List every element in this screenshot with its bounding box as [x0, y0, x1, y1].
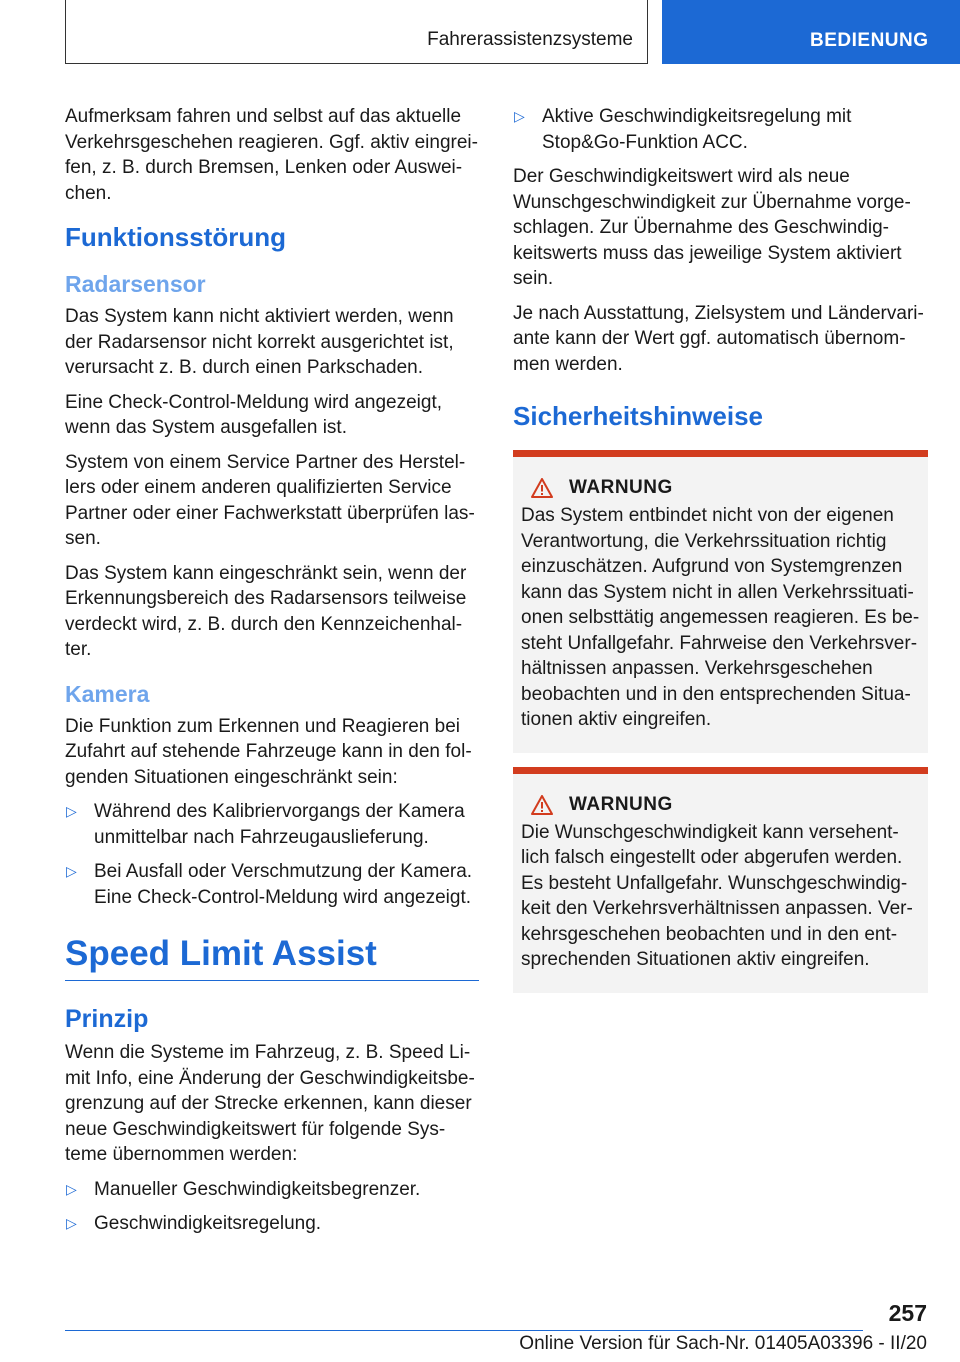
footer-online-version[interactable]: Online Version für Sach-Nr. 01405A03396 - II/20 [519, 1333, 927, 1354]
triangle-bullet-icon: ▷ [66, 1180, 77, 1197]
list-item [65, 1211, 479, 1237]
warning-header [521, 794, 920, 816]
warning-triangle-icon [531, 795, 553, 815]
heading-funktionsstoerung: Funktionsstörung [65, 222, 286, 252]
warning-box [513, 767, 928, 993]
intro-paragraph: Aufmerksam fahren und selbst auf das aktuelle Verkehrsgeschehen reagieren. Ggf. aktiv eingreifen, z. B. durch Bremsen, Lenken oder Ausweichen. [65, 106, 478, 204]
triangle-bullet-icon: ▷ [514, 108, 525, 124]
heading-speed-limit-assist: Speed Limit Assist [65, 934, 479, 981]
heading-radarsensor: Radarsensor [65, 271, 206, 297]
triangle-bullet-icon: ▷ [66, 803, 77, 819]
header-chapter-title: BEDIENUNG [810, 30, 929, 51]
heading-sicherheitshinweise: Sicherheitshinweise [513, 401, 763, 431]
list-item-text: Geschwindigkeitsregelung. [94, 1213, 322, 1234]
kamera-list [65, 799, 479, 910]
kamera-paragraph: Die Funktion zum Erkennen und Reagieren bei Zufahrt auf stehende Fahrzeuge kann in den folgenden Situationen eingeschränkt sein: [65, 715, 472, 788]
page-number: 257 [888, 1300, 927, 1326]
heading-prinzip: Prinzip [65, 1005, 149, 1033]
warning-title: WARNUNG [569, 477, 673, 498]
warning-text: Die Wunschgeschwindigkeit kann versehentlich falsch eingestellt oder abgerufen werden. Es besteht Unfallgefahr. Wunschgeschwindigkeit den Verkehrsverhältnissen anpassen. Verkehrsgeschehen beobachten und in den entsprechenden Situationen aktiv eingreifen. [521, 821, 913, 970]
right-paragraph-1: Der Geschwindigkeitswert wird als neue Wunschgeschwindigkeit zur Übernahme vorgeschlagen. Zur Übernahme des Geschwindigkeitswerts muss das jeweilige System aktiviert sein. [513, 166, 911, 289]
heading-kamera: Kamera [65, 680, 150, 707]
list-item [65, 859, 479, 910]
prinzip-list [65, 1177, 479, 1237]
header-chapter-tab[interactable] [662, 0, 960, 64]
header-section-title: Fahrerassistenzsysteme [427, 29, 633, 50]
radar-paragraph-1: Das System kann nicht aktiviert werden, wenn der Radarsensor nicht korrekt ausgerichtet ist, verursacht z. B. durch einen Parkschaden. [65, 306, 454, 378]
left-column [65, 104, 479, 1246]
radar-paragraph-2: Eine Check-Control-Meldung wird angezeigt, wenn das System ausgefallen ist. [65, 391, 443, 438]
warning-text: Das System entbindet nicht von der eigenen Verantwortung, die Verkehrssituation richtig einzuschätzen. Aufgrund von Systemgrenzen kann das System nicht in allen Verkehrssituationen selbsttätig angemessen reagieren. Es besteht Unfallgefahr. Fahrweise den Verkehrsverhältnissen anpassen. Verkehrsgeschehen beobachten und in den entsprechenden Situationen aktiv eingreifen. [521, 505, 920, 730]
warning-triangle-icon [531, 478, 553, 498]
list-item [65, 799, 479, 850]
list-item [513, 104, 928, 155]
radar-paragraph-3: System von einem Service Partner des Herstellers oder einem anderen qualifizierten Service Partner oder einer Fachwerkstatt überprüfen lassen. [65, 451, 475, 549]
prinzip-paragraph: Wenn die Systeme im Fahrzeug, z. B. Speed Limit Info, eine Änderung der Geschwindigkeitsbegrenzung auf der Strecke erkennen, kann dieser neue Geschwindigkeitswert für folgende Systeme übernommen werden: [65, 1042, 475, 1165]
triangle-bullet-icon: ▷ [66, 863, 77, 879]
list-item [65, 1177, 479, 1203]
prinzip-list-continued [513, 104, 928, 155]
warning-header [521, 477, 920, 499]
header-section-box [65, 0, 648, 64]
right-column [513, 104, 928, 1007]
list-item-text: Manueller Geschwindigkeitsbegrenzer. [94, 1178, 421, 1200]
footer-divider [65, 1330, 863, 1331]
list-item-text: Während des Kalibriervorgangs der Kamera unmittelbar nach Fahrzeugauslieferung. [94, 801, 465, 848]
warning-box [513, 450, 928, 753]
triangle-bullet-icon: ▷ [66, 1215, 77, 1231]
list-item-text: Aktive Geschwindigkeitsregelung mit Stop&Go-Funktion ACC. [542, 106, 852, 153]
list-item-text: Bei Ausfall oder Verschmutzung der Kamera. Eine Check-Control-Meldung wird angezeigt. [94, 861, 473, 908]
radar-paragraph-4: Das System kann eingeschränkt sein, wenn der Erkennungsbereich des Radarsensors teilweise verdeckt wird, z. B. durch den Kennzeichenhalter. [65, 562, 467, 660]
warning-title: WARNUNG [569, 793, 673, 815]
right-paragraph-2: Je nach Ausstattung, Zielsystem und Ländervariante kann der Wert ggf. automatisch übernommen werden. [513, 302, 924, 375]
